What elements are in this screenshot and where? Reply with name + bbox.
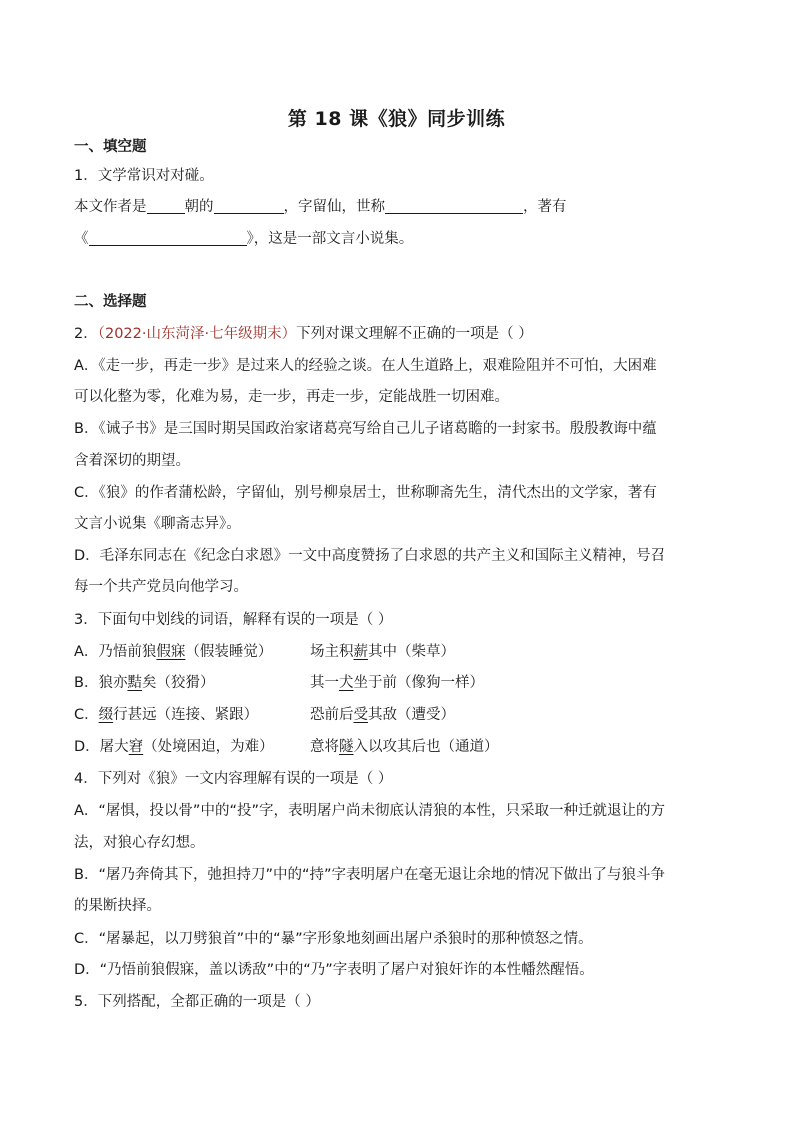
option-line: 含着深切的期望。 (74, 453, 190, 469)
option-right-column (310, 673, 484, 693)
answer-blank[interactable] (147, 197, 185, 214)
underlined-word: 假寐 (156, 644, 186, 660)
underlined-word: 缀 (98, 707, 114, 723)
option-line: 每一个共产党员向他学习。 (74, 579, 248, 595)
option-right-column (310, 737, 499, 757)
underlined-word: 黠 (127, 675, 142, 691)
option-label: D． (74, 739, 100, 755)
question-3-option-c (74, 705, 634, 725)
question-text: 下列搭配，全都正确的一项是（ ） (97, 994, 320, 1010)
question-number: 2． (74, 326, 98, 342)
question-number: 4． (74, 771, 98, 787)
question-source: （2022·山东菏泽·七年级期末） (97, 326, 297, 342)
question-text: 朝的 (184, 199, 214, 215)
section-heading-fill-blank: 一、填空题 (74, 139, 147, 155)
option-label: A． (74, 644, 99, 660)
option-line: A．“屠惧，投以骨”中的“投”字，表明屠户尚未彻底认清狼的本性，只采取一种迁就退让的方 (74, 803, 665, 819)
section-heading-multiple-choice: 二、选择题 (74, 294, 147, 310)
option-text: 屠大 (99, 739, 129, 755)
question-number: 1． (74, 168, 98, 184)
option-line: 法，对狼心存幻想。 (74, 835, 205, 851)
question-1-stem (74, 166, 214, 186)
question-text: 下列对《狼》一文内容理解有误的一项是（ ） (97, 771, 393, 787)
option-text: 矣（狡猾） (141, 675, 215, 691)
question-4-stem (74, 769, 392, 789)
option-text: 恐前后 (310, 707, 354, 723)
option-text: 狼亦 (98, 675, 128, 691)
underlined-word: 窘 (128, 739, 144, 755)
question-text: 本文作者是 (74, 199, 147, 215)
answer-blank[interactable] (385, 197, 523, 214)
question-1-line-3 (74, 229, 413, 249)
option-line: B．“屠乃奔倚其下，弛担持刀”中的“持”字表明屠户在毫无退让余地的情况下做出了与狼斗争 (74, 867, 665, 883)
question-text: ，著有 (523, 199, 567, 215)
option-label: C． (74, 707, 99, 723)
option-text: 坐于前（像狗一样） (353, 675, 484, 691)
question-text: ，字留仙，世称 (283, 199, 385, 215)
option-text: 乃悟前狼 (98, 644, 157, 660)
underlined-word: 隧 (339, 739, 354, 755)
option-line: D．“乃悟前狼假寐，盖以诱敌”中的“乃”字表明了屠户对狼奸诈的本性幡然醒悟。 (74, 962, 594, 978)
question-3-stem (74, 610, 392, 630)
option-text: （假装睡觉） (185, 644, 273, 660)
question-number: 5． (74, 994, 98, 1010)
option-label: B． (74, 675, 99, 691)
option-line: B．《诫子书》是三国时期吴国政治家诸葛亮写给自己儿子诸葛瞻的一封家书。殷殷教诲中蕴 (74, 421, 657, 437)
option-line: 文言小说集《聊斋志异》。 (74, 516, 241, 532)
question-1-line-2 (74, 197, 567, 217)
question-5-stem (74, 992, 320, 1012)
underlined-word: 薪 (353, 644, 368, 660)
option-line: C．《狼》的作者蒲松龄，字留仙，别号柳泉居士，世称聊斋先生，清代杰出的文学家，著有 (74, 485, 657, 501)
question-3-option-b (74, 673, 634, 693)
underlined-word: 受 (353, 707, 368, 723)
option-text: 场主积 (310, 644, 354, 660)
option-line: A．《走一步，再走一步》是过来人的经验之谈。在人生道路上，艰难险阻并不可怕，大困难 (74, 358, 657, 374)
question-text: 文学常识对对碰。 (97, 168, 214, 184)
question-text: 下面句中划线的词语，解释有误的一项是（ ） (97, 612, 393, 628)
answer-blank[interactable] (89, 229, 247, 246)
question-text: 下列对课文理解不正确的一项是（ ） (296, 326, 533, 342)
option-text: 其中（柴草） (368, 644, 455, 660)
option-text: 入以攻其后也（通道） (353, 739, 499, 755)
option-text: （处境困迫，为难） (143, 739, 274, 755)
question-text: 《 (74, 231, 89, 247)
answer-blank[interactable] (214, 197, 284, 214)
question-text: 》，这是一部文言小说集。 (246, 231, 414, 247)
page-title: 第 18 课《狼》同步训练 (287, 108, 506, 130)
question-number: 3． (74, 612, 98, 628)
option-line: 的果断抉择。 (74, 898, 161, 914)
option-text: 其敌（遭受） (368, 707, 455, 723)
option-right-column (310, 642, 455, 662)
option-line: C．“屠暴起，以刀劈狼首”中的“暴”字形象地刻画出屠户杀狼时的那种愤怒之情。 (74, 931, 593, 947)
question-3-option-a (74, 642, 634, 662)
underlined-word: 犬 (339, 675, 354, 691)
option-text: 意将 (310, 739, 339, 755)
option-line: D．毛泽东同志在《纪念白求恩》一文中高度赞扬了白求恩的共产主义和国际主义精神，号召 (74, 548, 666, 564)
option-line: 可以化整为零，化难为易，走一步，再走一步，定能战胜一切困难。 (74, 389, 509, 405)
question-2-stem (74, 324, 533, 344)
option-text: 行甚远（连接、紧跟） (113, 707, 259, 723)
option-right-column (310, 705, 455, 725)
option-text: 其一 (310, 675, 339, 691)
question-3-option-d (74, 737, 634, 757)
